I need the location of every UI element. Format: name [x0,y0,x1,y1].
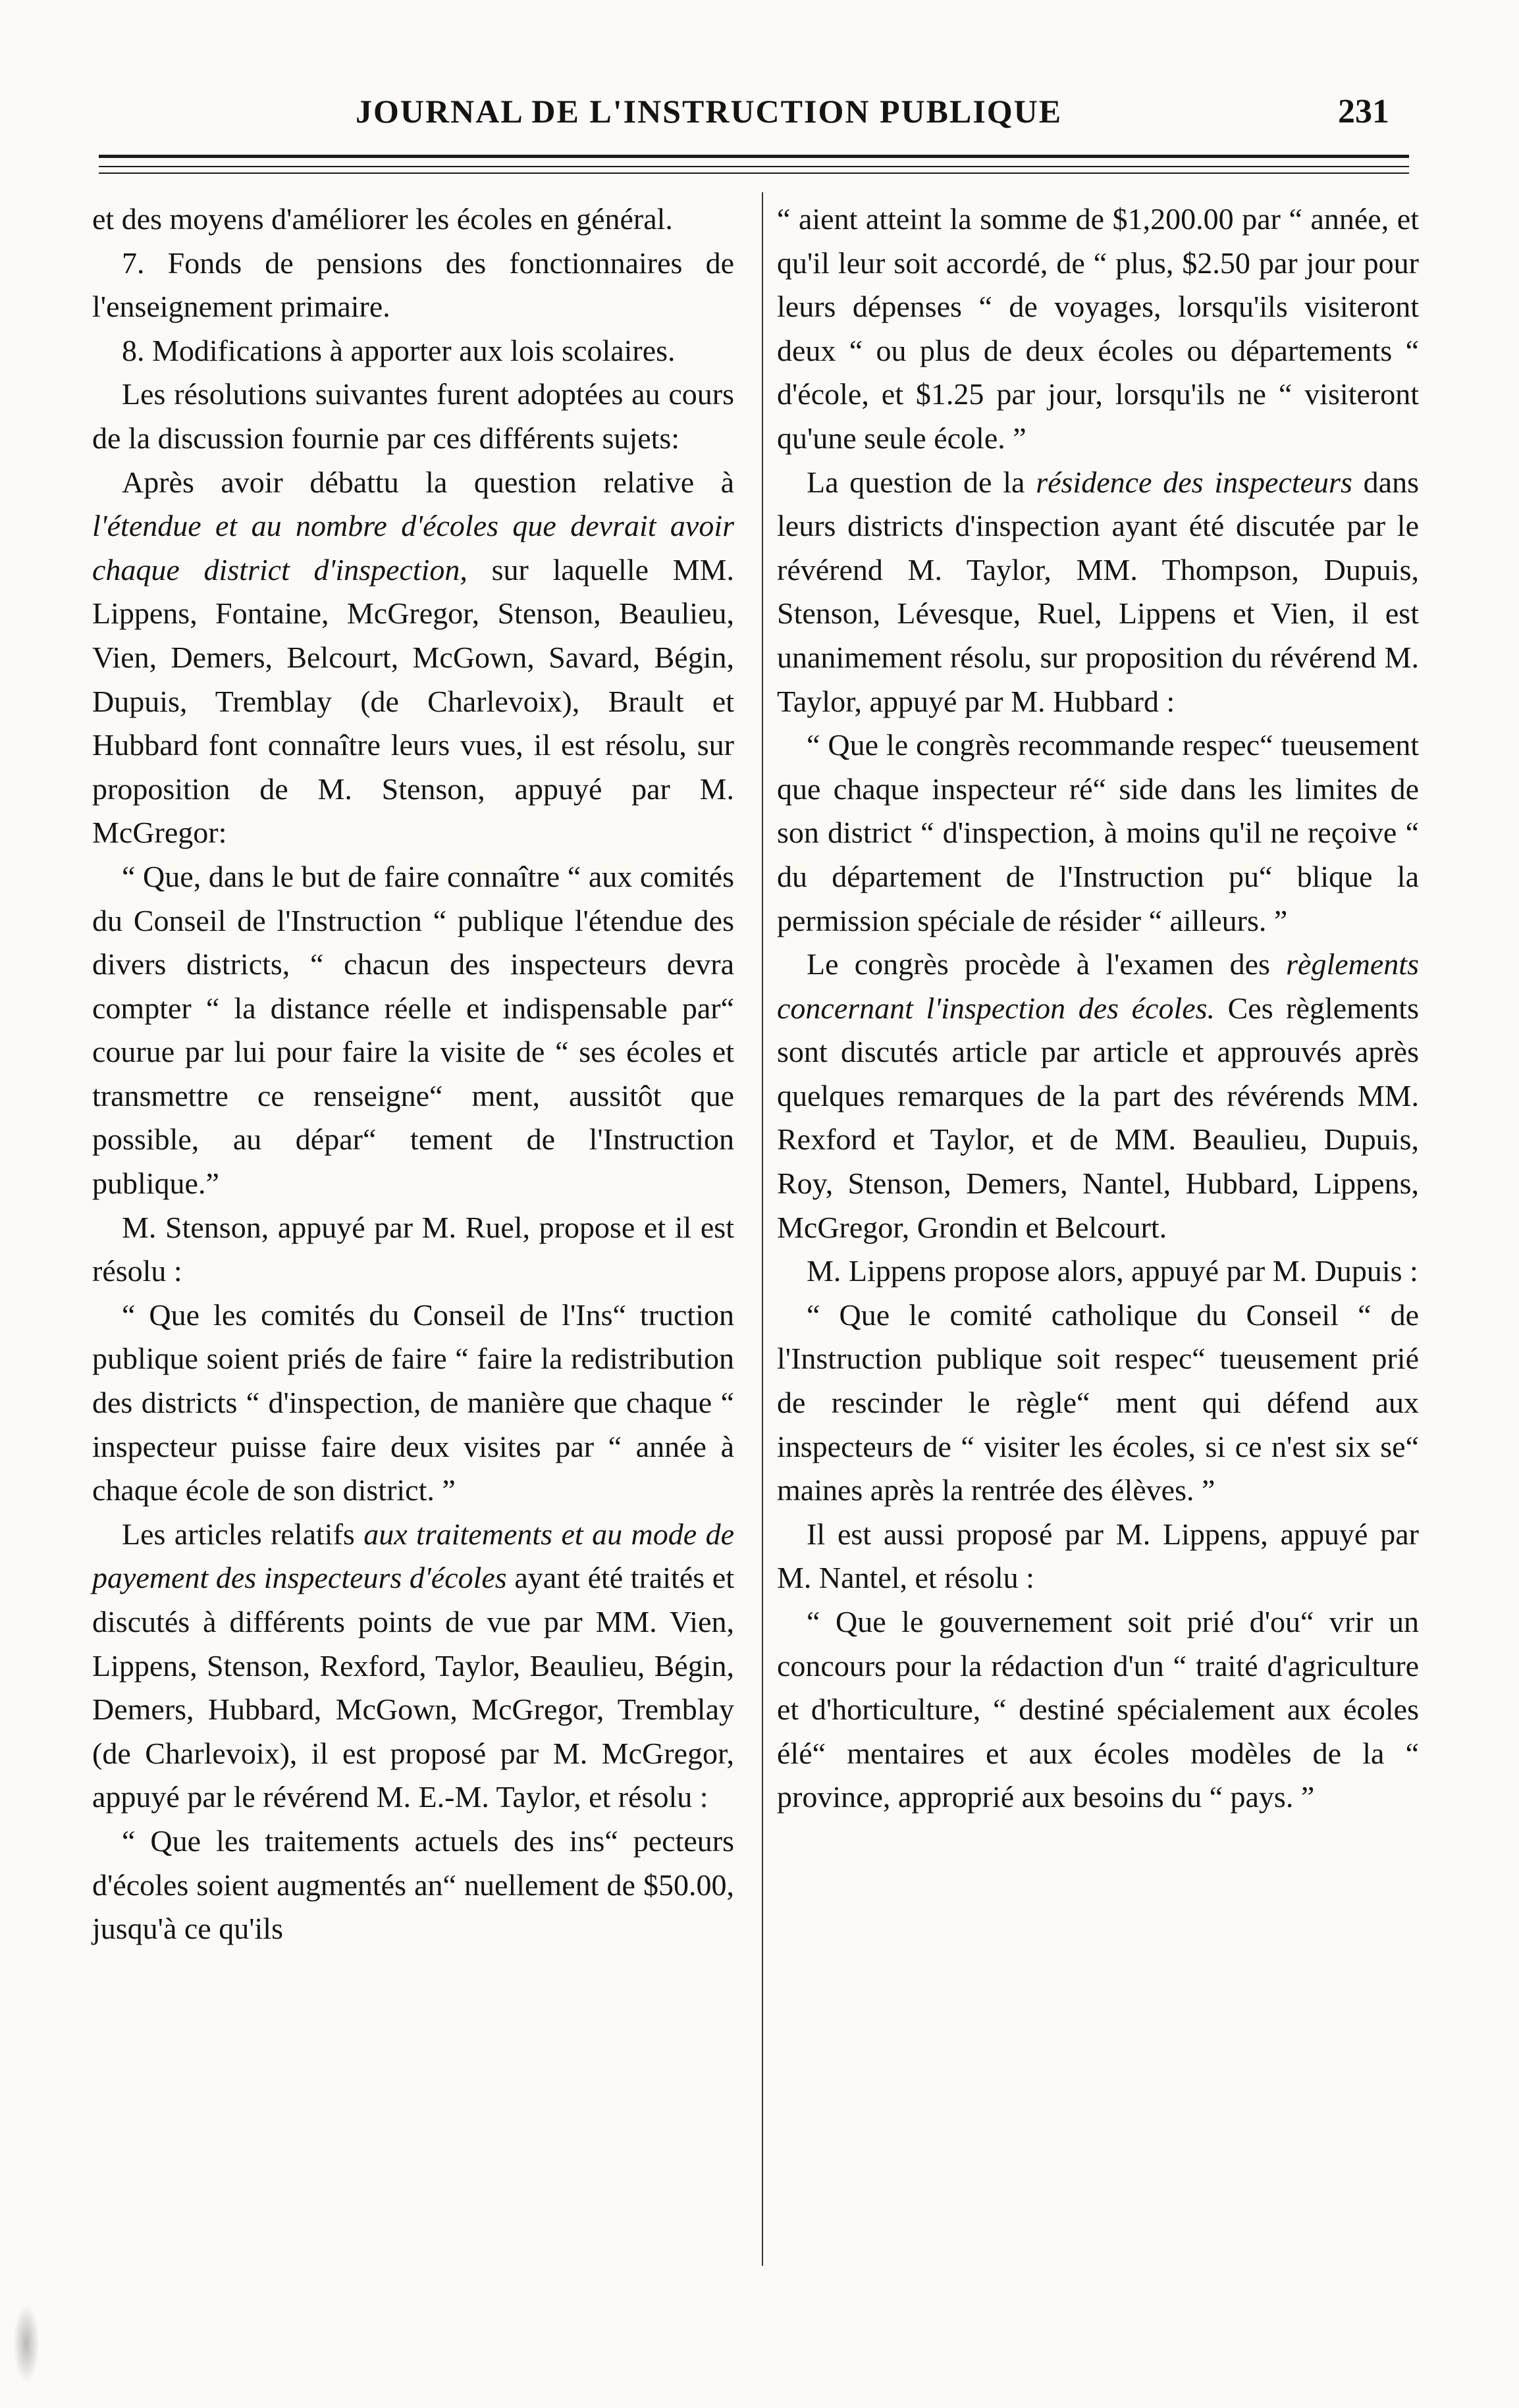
italic-run: résidence des inspecteurs [1036,465,1352,499]
paragraph: Il est aussi proposé par M. Lippens, appuyé par M. Nantel, et résolu : [777,1517,1419,1595]
text-run: Après avoir débattu la question relative à [122,465,734,499]
quoted-resolution: “ Que le congrès recommande respec“ tueusement que chaque inspecteur ré“ side dans les limites de son district “ d'inspection, à moins qu'il ne reçoive “ du département de l'Instruction pu“ blique la permission spéciale de résider “ ailleurs. ” [777,728,1419,937]
quoted-resolution: “ Que le gouvernement soit prié d'ou“ vrir un concours pour la rédaction d'un “ traité d'agriculture et d'horticulture, “ destiné spécialement aux écoles élé“ mentaires et aux écoles modèles de la “ province, approprié aux besoins du “ pays. ” [777,1605,1419,1814]
paragraph [777,943,1419,1249]
header-rule-thin [99,166,1409,167]
text-run: Le congrès procède à l'examen des [807,947,1287,982]
page-header [92,86,1409,138]
paragraph [92,1513,734,1819]
paper-speck [13,2304,40,2383]
text-run: dans leurs districts d'inspection ayant été discutée par le révérend M. Taylor, MM. Thompson, Dupuis, Stenson, Lévesque, Ruel, Lippens et Vien, il est unanimement résolu, sur proposition du révérend M. Taylor, appuyé par M. Hubbard : [777,465,1419,718]
quoted-resolution: “ Que les comités du Conseil de l'Ins“ truction publique soient priés de faire “ faire la redistribution des districts “ d'inspection, de manière que chaque “ inspecteur puisse faire deux visites par “ année à chaque école de son district. ” [92,1297,734,1507]
column-divider [762,192,763,2266]
header-rule-thin-2 [99,172,1409,174]
paragraph: 7. Fonds de pensions des fonctionnaires de l'enseignement primaire. [92,246,734,324]
page-number: 231 [1338,93,1389,130]
text-run: La question de la [807,465,1036,499]
quoted-resolution: “ Que, dans le but de faire connaître “ aux comités du Conseil de l'Instruction “ publique l'étendue des divers districts, “ chacun des inspecteurs devra compter “ la distance réelle et indispensable par“ courue par lui pour faire la visite de “ ses écoles et transmettre ce renseigne“ ment, aussitôt que possible, au dépar“ tement de l'Instruction publique.” [92,859,734,1201]
header-rule-thick [99,155,1409,158]
paragraph: M. Lippens propose alors, appuyé par M. Dupuis : [807,1254,1418,1288]
text-run: sur laquelle MM. Lippens, Fontaine, McGregor, Stenson, Beaulieu, Vien, Demers, Belcourt, McGown, Savard, Bégin, Dupuis, Tremblay (de Charlevoix), Brault et Hubbard font connaître leurs vues, il est résolu, sur proposition de M. Stenson, appuyé par M. McGregor: [92,552,734,850]
italic-run: règlements concernant l'inspection des écoles. [777,947,1419,1025]
paragraph: M. Stenson, appuyé par M. Ruel, propose et il est résolu : [92,1210,734,1288]
quoted-resolution: “ Que le comité catholique du Conseil “ de l'Instruction publique soit respec“ tueusement prié de rescinder le règle“ ment qui défend aux inspecteurs de “ visiter les écoles, si ce n'est six se“ maines après la rentrée des élèves. ” [777,1297,1419,1507]
paragraph: et des moyens d'améliorer les écoles en général. [92,202,673,236]
italic-run: l'étendue et au nombre d'écoles que devrait avoir chaque district d'inspection, [92,509,734,587]
paragraph [92,461,734,855]
running-head: JOURNAL DE L'INSTRUCTION PUBLIQUE [356,93,1063,130]
text-run: Les articles relatifs [122,1517,364,1551]
paragraph: 8. Modifications à apporter aux lois scolaires. [122,333,676,367]
left-column [92,197,734,1951]
paragraph: Les résolutions suivantes furent adoptées au cours de la discussion fournie par ces différents sujets: [92,377,734,455]
text-run: ayant été traités et discutés à différents points de vue par MM. Vien, Lippens, Stenson, Rexford, Taylor, Beaulieu, Bégin, Demers, Hubbard, McGown, McGregor, Tremblay (de Charlevoix), il est proposé par M. McGregor, appuyé par le révérend M. E.-M. Taylor, et résolu : [92,1561,735,1814]
paragraph [777,461,1419,724]
text-run: Ces règlements sont discutés article par article et approuvés après quelques remarques de la part des révérends MM. Rexford et Taylor, et de MM. Beaulieu, Dupuis, Roy, Stenson, Demers, Nantel, Hubbard, Lippens, McGregor, Grondin et Belcourt. [777,991,1419,1244]
quoted-resolution: “ Que les traitements actuels des ins“ pecteurs d'écoles soient augmentés an“ nuellement de $50.00, jusqu'à ce qu'ils [92,1823,734,1946]
italic-run: aux traitements et au mode de payement des inspecteurs d'écoles [92,1517,734,1595]
quoted-resolution: “ aient atteint la somme de $1,200.00 par “ année, et qu'il leur soit accordé, de “ plus, $2.50 par jour pour leurs dépenses “ de voyages, lorsqu'ils visiteront deux “ ou plus de deux écoles ou départements “ d'école, et $1.25 par jour, lorsqu'ils ne “ visiteront qu'une seule école. ” [777,202,1419,455]
right-column [777,197,1419,1819]
